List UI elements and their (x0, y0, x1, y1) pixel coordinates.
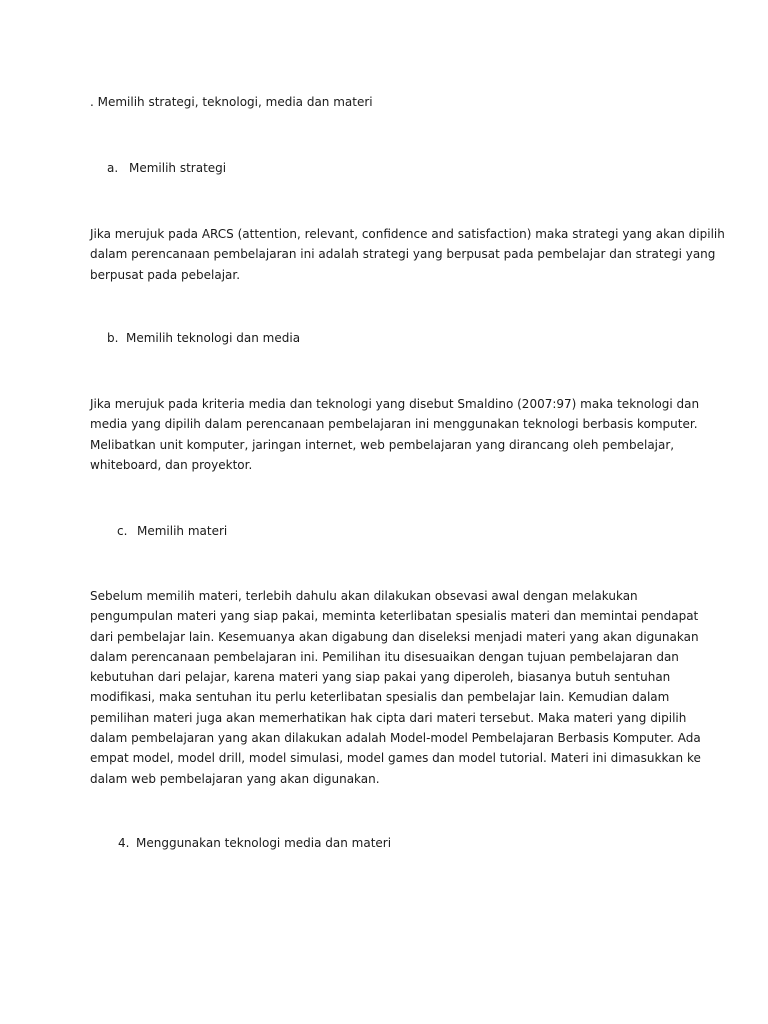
paragraph-line: Jika merujuk pada ARCS (attention, relevant, confidence and satisfaction) maka strategi yang akan dipilih (90, 227, 725, 241)
section-c-paragraph (90, 586, 701, 789)
section-b-paragraph (90, 394, 700, 475)
paragraph-line: dalam perencanaan pembelajaran ini adalah strategi yang berpusat pada pembelajar dan strategi yang (90, 247, 716, 262)
paragraph-line: dalam pembelajaran yang akan dilakukan adalah Model-model Pembelajaran Berbasis Komputer. Ada (90, 731, 701, 746)
section-title: Memilih teknologi dan media (126, 331, 301, 345)
intro-heading: . Memilih strategi, teknologi, media dan materi (90, 95, 373, 109)
section-a-paragraph (90, 224, 725, 285)
list-marker: a. (107, 161, 119, 175)
paragraph-line: pengumpulan materi yang siap pakai, meminta keterlibatan spesialis materi dan memintai pendapat (90, 609, 699, 624)
paragraph-line: Jika merujuk pada kriteria media dan teknologi yang disebut Smaldino (2007:97) maka teknologi dan (90, 397, 700, 411)
section-title: Menggunakan teknologi media dan materi (136, 836, 392, 850)
paragraph-line: dari pembelajar lain. Kesemuanya akan digabung dan diseleksi menjadi materi yang akan digunakan (90, 629, 699, 644)
next-section-heading (118, 833, 391, 853)
section-title: Memilih strategi (129, 161, 227, 175)
paragraph-line: pemilihan materi juga akan memerhatikan hak cipta dari materi tersebut. Maka materi yang dipilih (90, 710, 687, 725)
list-marker: b. (107, 331, 119, 345)
paragraph-line: modifikasi, maka sentuhan itu perlu keterlibatan spesialis dan pembelajar lain. Kemudian dalam (90, 690, 670, 705)
list-marker: c. (117, 524, 128, 538)
section-heading-c (117, 521, 227, 541)
paragraph-line: media yang dipilih dalam perencanaan pembelajaran ini menggunakan teknologi berbasis komputer. (90, 417, 698, 432)
section-heading-b (107, 328, 300, 348)
list-marker: 4. (118, 836, 130, 850)
paragraph-line: whiteboard, dan proyektor. (90, 457, 253, 472)
paragraph-line: kebutuhan dari pelajar, karena materi yang siap pakai yang diperoleh, biasanya butuh sentuhan (90, 670, 671, 685)
section-heading-a (107, 158, 226, 178)
paragraph-line: Melibatkan unit komputer, jaringan internet, web pembelajaran yang dirancang oleh pembelajar, (90, 437, 675, 452)
paragraph-line: empat model, model drill, model simulasi, model games dan model tutorial. Materi ini dimasukkan ke (90, 751, 701, 766)
paragraph-line: berpusat pada pebelajar. (90, 267, 241, 282)
section-title: Memilih materi (137, 524, 228, 538)
paragraph-line: Sebelum memilih materi, terlebih dahulu akan dilakukan obsevasi awal dengan melakukan (90, 589, 638, 603)
paragraph-line: dalam web pembelajaran yang akan digunakan. (90, 771, 380, 786)
paragraph-line: dalam perencanaan pembelajaran ini. Pemilihan itu disesuaikan dengan tujuan pembelajaran dan (90, 649, 679, 664)
